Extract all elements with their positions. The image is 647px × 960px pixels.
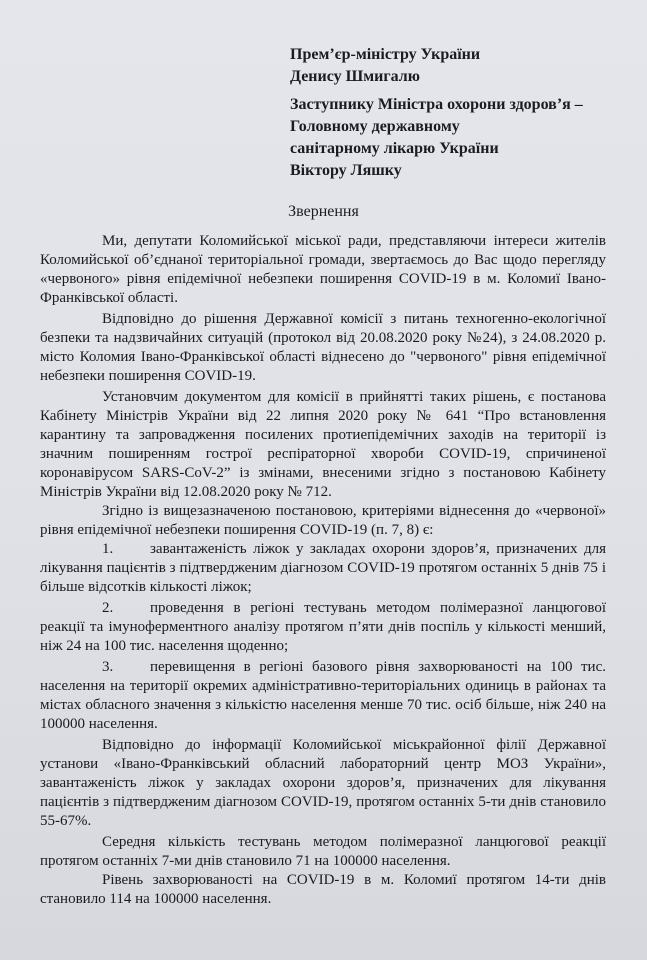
criteria-text: завантаженість ліжок у закладах охорони здоров’я, призначених для лікування пацієнтів з підтвердженим діагнозом COVID-19 протягом останніх 5 днів 75 і більше відсотків кількості ліжок; (40, 541, 606, 595)
recipient-line: санітарному лікарю України (290, 140, 499, 157)
criteria-number: 3. (102, 659, 114, 675)
paragraph-incidence: Рівень захворюваності на COVID-19 в м. Коломиї протягом 14-ти днів становило 114 на 100000 населення. (40, 872, 606, 907)
document-title: Звернення (288, 203, 359, 220)
paragraph-intro: Ми, депутати Коломийської міської ради, представляючи інтереси жителів Коломийської об’єднаної територіальної громади, звертаємось до Вас щодо перегляду «червоного» рівня епідемічної небезпеки поширення COVID-19 в м. Коломиї Івано-Франківської області. (40, 233, 606, 306)
paragraph-commission-decision: Відповідно до рішення Державної комісії з питань техногенно-екологічної безпеки та надзвичайних ситуацій (протокол від 20.08.2020 року №24), з 24.08.2020 р. місто Коломия Івано-Франківської області віднесено до "червоного" рівня епідемічної небезпеки поширення COVID-19. (40, 311, 606, 384)
recipient-line: Віктору Ляшку (290, 162, 402, 179)
paragraph-criteria-intro: Згідно із вищезазначеною постановою, критеріями віднесення до «червоної» рівня епідемічної небезпеки поширення COVID-19 (п. 7, 8) є: (40, 503, 606, 538)
document-body (40, 232, 606, 909)
criteria-number: 1. (102, 541, 114, 557)
criteria-item (40, 540, 606, 597)
criteria-text: проведення в регіоні тестувань методом полімеразної ланцюгової реакції та імуноферментного аналізу протягом п’яти днів поспіль у кількості менший, ніж 24 на 100 тис. населення щоденно; (40, 600, 606, 654)
criteria-text: перевищення в регіоні базового рівня захворюваності на 100 тис. населення на території окремих адміністративно-територіальних одиниць в районах та містах обласного значення з кількістю населення менше 70 тис. осіб більше, ніж 240 на 100000 населення. (40, 659, 606, 732)
recipient-prime-minister (290, 44, 480, 88)
recipient-line: Головному державному (290, 118, 460, 135)
paragraph-resolution: Установчим документом для комісії в прийнятті таких рішень, є постанова Кабінету Міністрів України від 22 липня 2020 року № 641 “Про встановлення карантину та запровадження посилених протиепідемічних заходів на території із значним поширенням гострої респіраторної хвороби COVID-19, спричиненої коронавірусом SARS-CoV-2” із змінами, внесеними згідно з постановою Кабінету Міністрів України від 12.08.2020 року № 712. (40, 389, 606, 500)
paragraph-local-info: Відповідно до інформації Коломийської міськрайонної філії Державної установи «Івано-Франківський обласний лабораторний центр МОЗ України», завантаженість ліжок у закладах охорони здоров’я, призначених для лікування пацієнтів з підтвердженим діагнозом COVID-19, протягом останніх 5-ти днів становило 55-67%. (40, 737, 606, 829)
criteria-item (40, 599, 606, 656)
recipient-line: Заступнику Міністра охорони здоров’я – (290, 96, 583, 113)
paragraph-testing: Середня кількість тестувань методом полімеразної ланцюгової реакції протягом останніх 7-ми днів становило 71 на 100000 населення. (40, 834, 606, 869)
recipient-deputy-minister (290, 94, 583, 182)
recipient-line: Прем’єр-міністру України (290, 46, 481, 63)
recipient-line: Денису Шмигалю (290, 68, 420, 85)
criteria-number: 2. (102, 600, 114, 616)
criteria-item (40, 658, 606, 734)
